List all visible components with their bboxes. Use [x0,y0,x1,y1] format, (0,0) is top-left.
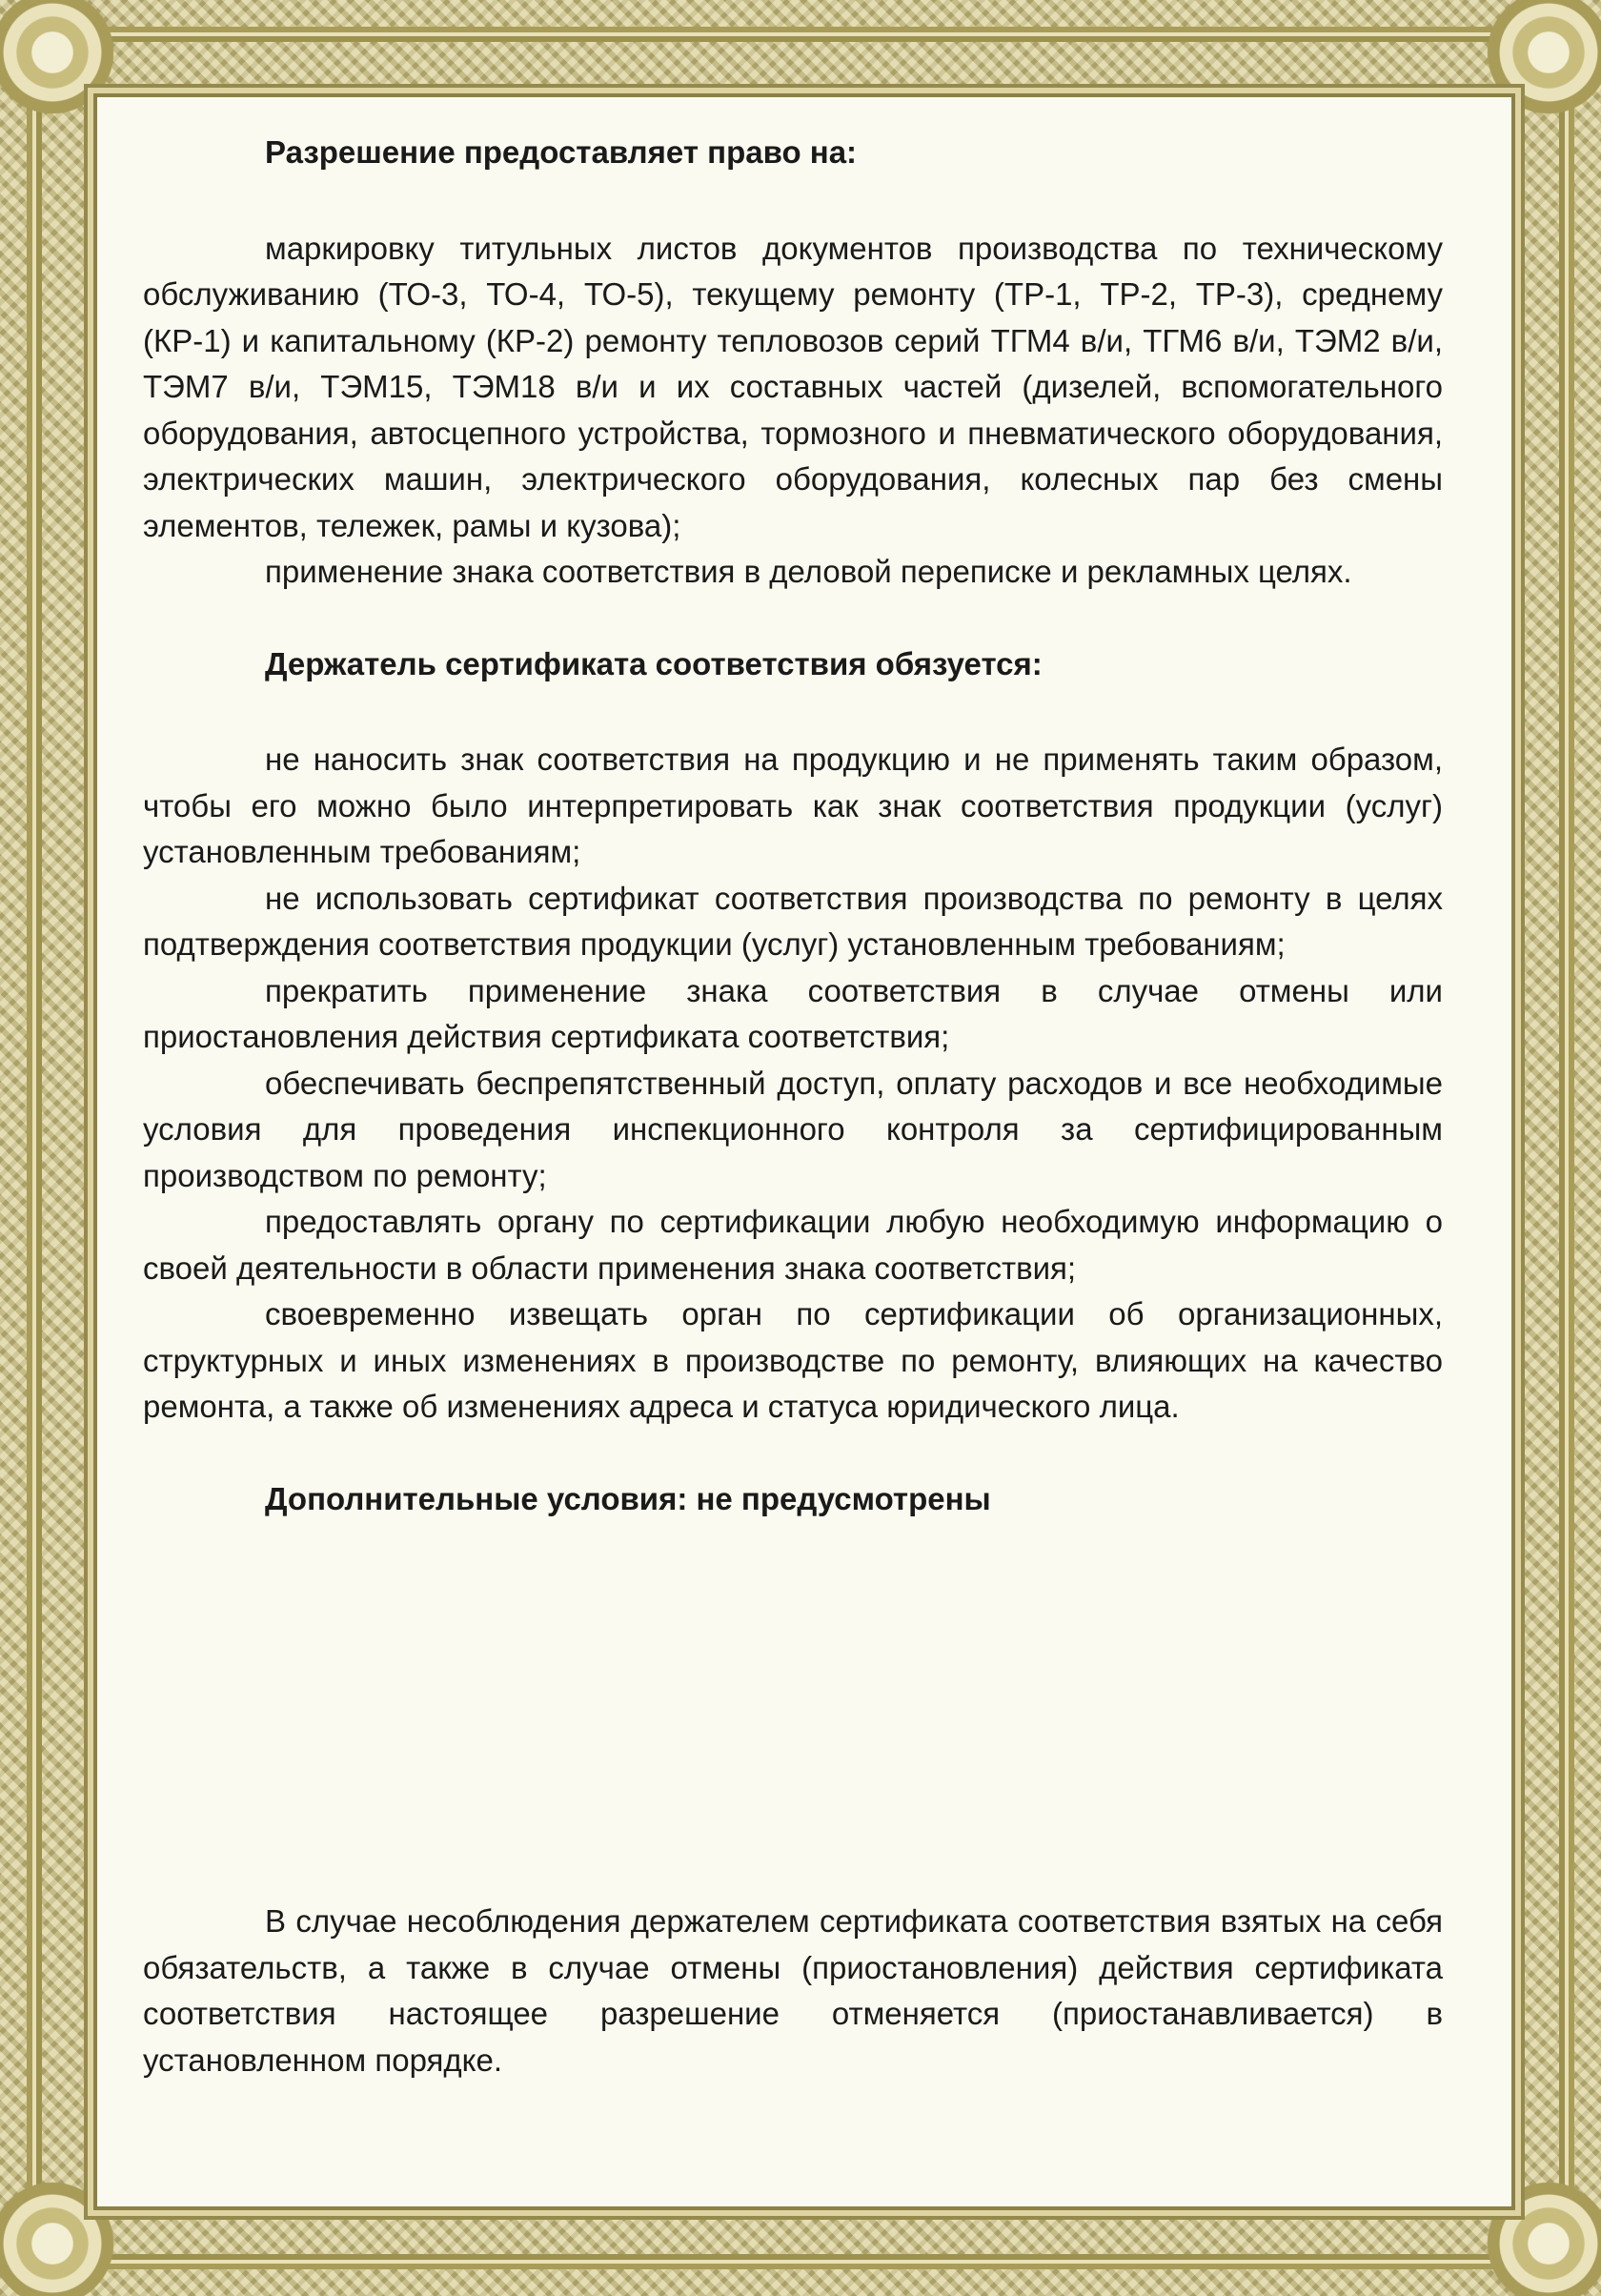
permission-item: применение знака соответствия в деловой переписке и рекламных целях. [265,554,1352,589]
obligation-item: не использовать сертификат соответствия производства по ремонту в целях подтверждения соответствия продукции (услуг) установленным требованиям; [143,880,1443,962]
additional-conditions-heading: Дополнительные условия: не предусмотрены [265,1480,991,1516]
permission-heading: Разрешение предоставляет право на: [265,134,858,170]
obligation-item: обеспечивать беспрепятственный доступ, оплату расходов и все необходимые условия для проведения инспекционного контроля за сертифицированным производством по ремонту; [143,1065,1443,1193]
obligation-item: не наносить знак соответствия на продукцию и не применять таким образом, чтобы его можно было интерпретировать как знак соответствия продукции (услуг) установленным требованиям; [143,742,1443,869]
closing-paragraph: В случае несоблюдения держателем сертификата соответствия взятых на себя обязательств, а также в случае отмены (приостановления) действия сертификата соответствия настоящее разрешение отменяется (приостанавливается) в установленном порядке. [143,1903,1443,2078]
obligation-item: прекратить применение знака соответствия в случае отмены или приостановления действия сертификата соответствия; [143,972,1443,1054]
document-content [143,105,1443,2083]
permission-item: маркировку титульных листов документов производства по техническому обслуживанию (ТО-3, ТО-4, ТО-5), текущему ремонту (ТР-1, ТР-2, ТР-3), среднему (КР-1) и капитальному (КР-2) ремонту тепловозов серий ТГМ4 в/и, ТГМ6 в/и, ТЭМ2 в/и, ТЭМ7 в/и, ТЭМ15, ТЭМ18 в/и и их составных частей (дизелей, вспомогательного оборудования, автосцепного устройства, тормозного и пневматического оборудования, электрических машин, электрического оборудования, колесных пар без смены элементов, тележек, рамы и кузова); [143,230,1443,543]
obligation-item: своевременно извещать орган по сертификации об организационных, структурных и иных изменениях в производстве по ремонту, влияющих на качество ремонта, а также об изменениях адреса и статуса юридического лица. [143,1296,1443,1424]
obligation-item: предоставлять органу по сертификации любую необходимую информацию о своей деятельности в области применения знака соответствия; [143,1204,1443,1286]
obligations-heading: Держатель сертификата соответствия обязуется: [265,645,1043,681]
